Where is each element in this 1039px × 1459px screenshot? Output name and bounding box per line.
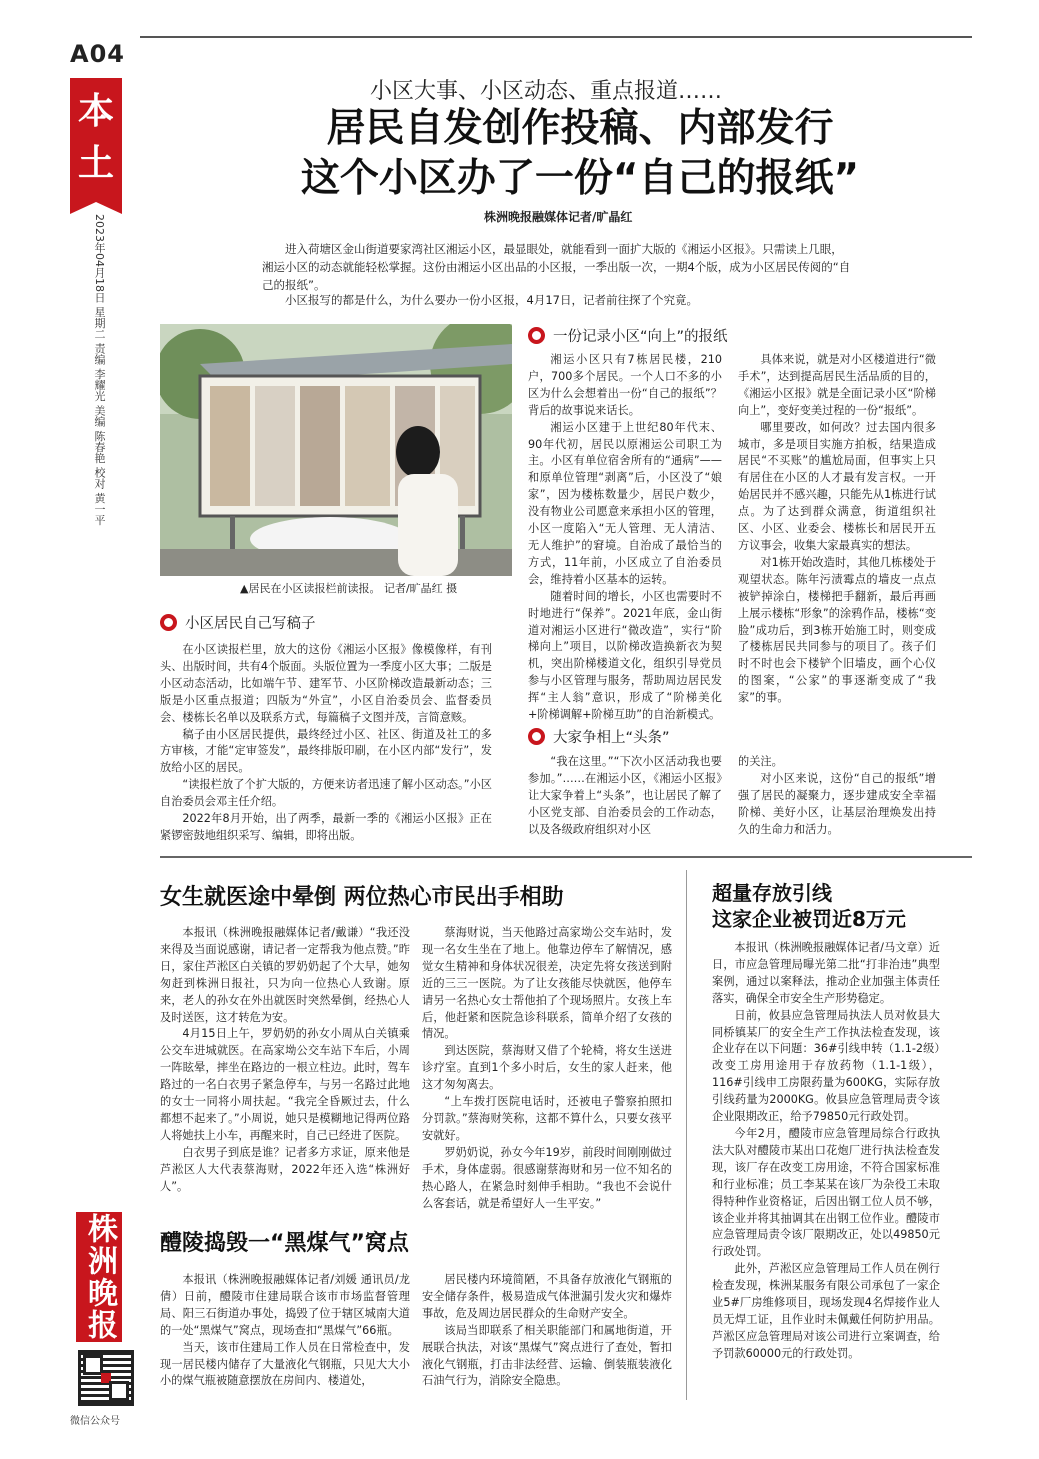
story4-body bbox=[712, 940, 940, 1363]
paragraph: 稿子由小区居民提供，最终经过小区、社区、街道及社工的多方审核，才能“定审签发”，最终排版印刷，在小区内部“发行”，发放给小区的居民。 bbox=[160, 727, 492, 775]
paragraph: 湘运小区只有7栋居民楼，210户，700多个居民。一个人口不多的小区为什么会想着出一份“自己的报纸”？背后的故事说来话长。 bbox=[528, 353, 722, 417]
paragraph: 2022年8月开始，出了两季，最新一季的《湘运小区报》正在紧锣密鼓地组织采写、编辑，即将出版。 bbox=[160, 812, 492, 842]
section3-title: 大家争相上“头条” bbox=[553, 730, 670, 746]
section-divider bbox=[160, 856, 972, 858]
bullet-ring-icon bbox=[528, 327, 545, 344]
paragraph: 该局当即联系了相关职能部门和属地街道，开展联合执法，对该“黑煤气”窝点进行了查处，暂扣液化气钢瓶，打击非法经营、运输、倒装瓶装液化石油气行为，消除安全隐患。 bbox=[422, 1323, 672, 1388]
section-tag: 本土 bbox=[70, 78, 122, 202]
paragraph: 随着时间的增长，小区也需要时不时地进行“保养”。2021年底，金山街道对湘运小区进行“微改造”，实行“阶梯向上”项目，以阶梯改造换新衣为契机，突出阶梯楼道文化，组织引导党员参与小区管理与服务，帮助周边居民发挥“主人翁”意识，形成了“阶梯美化+阶梯调解+阶梯互助”的自治新模式。 bbox=[528, 589, 722, 722]
story4-headline-line1: 超量存放引线 bbox=[712, 881, 832, 905]
page-number: A04 bbox=[70, 40, 125, 68]
paragraph: 的关注。 bbox=[738, 755, 783, 768]
paragraph: 白衣男子到底是谁？记者多方求证，原来他是芦淞区人大代表蔡海财，2022年还入选“株洲好人”。 bbox=[160, 1145, 410, 1193]
story3-col2 bbox=[422, 1272, 672, 1390]
story2-headline: 女生就医途中晕倒 两位热心市民出手相助 bbox=[160, 885, 564, 910]
section2-subhead bbox=[160, 612, 316, 633]
bullet-ring-icon bbox=[528, 728, 545, 745]
top-rule bbox=[140, 36, 972, 38]
section1-subhead bbox=[528, 325, 728, 346]
main-headline bbox=[200, 104, 960, 204]
paragraph: 日前，攸县应急管理局执法人员对攸县大同桥镇某厂的安全生产工作执法检查发现，该企业存在以下问题：36#引线申转（1.1-2级）改变工房用途用于存放药物（1.1-1级），116#引线申工房限药量为600KG，实际存放引线药量为2000KG。攸县应急管理局责令该企业限期改正，给予79850元行政处罚。 bbox=[712, 1008, 940, 1124]
section1-col2 bbox=[738, 352, 936, 707]
paragraph: 罗奶奶说，孙女今年19岁，前段时间刚刚做过手术，身体虚弱。很感谢蔡海财和另一位不知名的热心路人，在紧急时刻伸手相助。“我也不会说什么客套话，就是希望好人一生平安。” bbox=[422, 1145, 672, 1210]
qr-label: 微信公众号 bbox=[70, 1416, 120, 1427]
paragraph: 到达医院，蔡海财又借了个轮椅，将女生送进诊疗室。直到1个多小时后，女生的家人赶来，他这才匆匆离去。 bbox=[422, 1044, 672, 1092]
story3-headline: 醴陵捣毁一“黑煤气”窝点 bbox=[160, 1231, 409, 1256]
column-divider bbox=[686, 870, 687, 1400]
paragraph: 对小区来说，这份“自己的报纸”增强了居民的凝聚力，逐步建成安全幸福阶梯、美好小区，让基层治理焕发出持久的生命力和活力。 bbox=[738, 771, 936, 836]
paragraph: 当天，该市住建局工作人员在日常检查中，发现一居民楼内储存了大量液化气钢瓶，只见大大小小的煤气瓶被随意摆放在房间内、楼道处， bbox=[160, 1340, 410, 1388]
main-headline-line1: 居民自发创作投稿、内部发行 bbox=[326, 106, 834, 151]
paragraph: 4月15日上午，罗奶奶的孙女小周从白关镇乘公交车进城就医。在高家坳公交车站下车后，小周一阵眩晕，摔坐在路边的一根立柱边。此时，驾车路过的一名白衣男子紧急停车，与另一名路过此地的女士一同将小周扶起。“我完全昏厥过去，什么都想不起来了。”小周说，她只是模糊地记得两位路人将她扶上小车，再醒来时，自己已经进了医院。 bbox=[160, 1027, 410, 1142]
section1-title: 一份记录小区“向上”的报纸 bbox=[553, 329, 728, 345]
qr-code-icon bbox=[78, 1350, 134, 1406]
main-byline: 株洲晚报融媒体记者/旷晶红 bbox=[484, 210, 633, 224]
story4-headline bbox=[712, 880, 952, 932]
main-lead-2: 小区报写的都是什么，为什么要办一份小区报，4月17日，记者前往探了个究竟。 bbox=[285, 293, 698, 307]
paragraph: 哪里要改，如何改？过去国内很多城市，多是项目实施方拍板，结果造成居民“不买账”的尴尬局面，但事实上只有居住在小区的人才最有发言权。一开始居民并不感兴趣，只能先从1栋进行试点。为了达到群众满意，街道组织社区、小区、业委会、楼栋长和居民开五方议事会，收集大家最真实的想法。 bbox=[738, 420, 936, 552]
page-meta: 2023年04月18日 星期二 责编 李耀光 美编 陈春艳 校对 黄一平 bbox=[93, 214, 106, 526]
main-headline-line2: 这个小区办了一份“自己的报纸” bbox=[300, 156, 860, 201]
paragraph: “读报栏放了个扩大版的，方便来访者迅速了解小区动态。”小区自治委员会邓主任介绍。 bbox=[160, 778, 492, 809]
section3-col1 bbox=[528, 754, 722, 839]
paragraph: 本报讯（株洲晚报融媒体记者/刘媛 通讯员/龙倩）日前，醴陵市住建局联合该市市场监督管理局、阳三石街道办事处，捣毁了位于辖区城南大道的一处“黑煤气”窝点，现场查扣“黑煤气”66瓶。 bbox=[160, 1273, 410, 1337]
story4-headline-line2: 这家企业被罚近8万元 bbox=[712, 907, 906, 931]
section3-subhead bbox=[528, 726, 670, 747]
section1-col1 bbox=[528, 352, 722, 724]
main-kicker: 小区大事、小区动态、重点报道…… bbox=[370, 79, 723, 104]
news-photo bbox=[160, 324, 512, 576]
paragraph: 对1栋开始改造时，其他几栋楼处于观望状态。陈年污渍霉点的墙皮一点点被铲掉涂白，楼梯把手翻新，最后再画上展示楼栋“形象”的涂鸦作品，楼栋“变脸”成功后，到3栋开始施工时，则变成了楼栋居民共同参与的项目了。孩子们时不时也会下楼铲个旧墙皮，画个心仪的图案，“公家”的事逐渐变成了“我家”的事。 bbox=[738, 555, 936, 705]
paragraph: “我在这里。”“下次小区活动我也要参加。”……在湘运小区，《湘运小区报》让大家争着上“头条”，也让居民了解了小区党支部、自治委员会的工作动态，以及各级政府组织对小区 bbox=[528, 755, 722, 836]
section3-col2 bbox=[738, 754, 936, 839]
paragraph: 本报讯（株洲晚报融媒体记者/马文章）近日，市应急管理局曝光第二批“打非治违”典型案例，通过以案释法，推动企业加强主体责任落实，确保全市安全生产形势稳定。 bbox=[712, 941, 940, 1005]
paragraph: 蔡海财说，当天他路过高家坳公交车站时，发现一名女生坐在了地上。他靠边停车了解情况，感觉女生精神和身体状况很差，决定先将女孩送到附近的三三一医院。为了让女孩能尽快就医，他停车请另一名热心女士帮他拍了个现场照片。女孩上车后，他赶紧和医院急诊科联系，简单介绍了女孩的情况。 bbox=[422, 926, 672, 1041]
paragraph: 本报讯（株洲晚报融媒体记者/戴谦）“我还没来得及当面说感谢，请记者一定帮我为他点赞。”昨日，家住芦淞区白关镇的罗奶奶起了个大早，她匆匆赶到株洲日报社，只为向一位热心人致谢。原来，老人的孙女在外出就医时突然晕倒，经热心人及时送医，这才转危为安。 bbox=[160, 926, 410, 1024]
story2-col1 bbox=[160, 925, 410, 1196]
paragraph: “上车拨打医院电话时，还被电子警察拍照扣分罚款。”蔡海财笑称，这都不算什么，只要女孩平安就好。 bbox=[422, 1095, 672, 1142]
masthead-logo: 株洲晚报 bbox=[76, 1212, 122, 1342]
paragraph: 湘运小区建于上世纪80年代末、90年代初，居民以原湘运公司职工为主。小区有单位宿舍所有的“通病”——和原单位管理“剥离”后，小区没了“娘家”，因为楼栋数量少，居民户数少，没有物业公司愿意来承担小区的管理，小区一度陷入“无人管理、无人清洁、无人维护”的窘境。自治成了最恰当的方式，11年前，小区成立了自治委员会，维持着小区基本的运转。 bbox=[528, 420, 722, 586]
section2-body bbox=[160, 642, 492, 845]
paragraph: 具体来说，就是对小区楼道进行“微手术”，达到提高居民生活品质的目的，《湘运小区报》就是全面记录小区“阶梯向上”，变好变美过程的一份“报纸”。 bbox=[738, 353, 936, 417]
story3-col1 bbox=[160, 1272, 410, 1390]
photo-caption: ▲居民在小区读报栏前读报。 记者/旷晶红 摄 bbox=[240, 582, 458, 595]
story2-col2 bbox=[422, 925, 672, 1212]
main-lead: 进入荷塘区金山街道要家湾社区湘运小区，最显眼处，就能看到一面扩大版的《湘运小区报》。只需读上几眼，湘运小区的动态就能轻松掌握。这份由湘运小区出品的小区报，一季出版一次，一期4个版，成为小区居民传阅的“自己的报纸”。 bbox=[262, 242, 851, 292]
section2-title: 小区居民自己写稿子 bbox=[185, 616, 316, 632]
paragraph: 此外，芦淞区应急管理局工作人员在例行检查发现，株洲某服务有限公司承包了一家企业5#厂房维修项目，现场发现4名焊接作业人员无焊工证，且作业时未佩戴任何防护用品。芦淞区应急管理局对该公司进行立案调查，给予罚款60000元的行政处罚。 bbox=[712, 1262, 940, 1360]
bullet-ring-icon bbox=[160, 614, 177, 631]
paragraph: 居民楼内环境简陋，不具备存放液化气钢瓶的安全储存条件，极易造成气体泄漏引发火灾和爆炸事故，危及周边居民群众的生命财产安全。 bbox=[422, 1273, 672, 1320]
paragraph: 在小区读报栏里，放大的这份《湘运小区报》像模像样，有刊头、出版时间，共有4个版面。头版位置为一季度小区大事；二版是小区动态活动，比如端午节、建军节、小区阶梯改造最新动态；三版是小区重点报道；四版为“外宣”，小区自治委员会、监督委员会、楼栋长名单以及联系方式，每篇稿子文图并茂，言简意赅。 bbox=[160, 643, 492, 724]
paragraph: 今年2月，醴陵市应急管理局综合行政执法大队对醴陵市某出口花炮厂进行执法检查发现，该厂存在改变工房用途，不符合国家标准和行业标准；员工李某某在该厂为杂役工未取得特种作业资格证，后因出钢工位人员不够，该企业并将其抽调其在出钢工位作业。醴陵市应急管理局责令该厂限期改正，处以49850元行政处罚。 bbox=[712, 1126, 940, 1259]
